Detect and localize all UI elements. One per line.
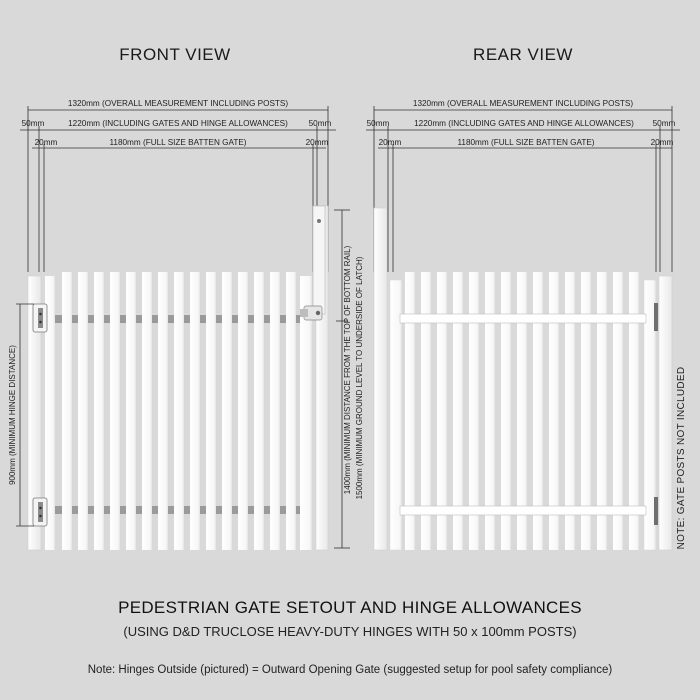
front-hinge-bottom	[33, 498, 47, 526]
rear-left-post	[374, 208, 387, 550]
front-battens	[45, 272, 312, 550]
rear-top-rail	[400, 314, 646, 323]
rear-bottom-rail	[400, 506, 646, 515]
setup-note: Note: Hinges Outside (pictured) = Outward Opening Gate (suggested setup for pool safety compliance)	[87, 664, 613, 676]
rear-view-title: REAR VIEW	[473, 45, 573, 64]
front-dim-post-left: 50mm	[21, 119, 45, 128]
rear-right-post	[659, 276, 672, 550]
front-dim-hinge-right: 20mm	[305, 138, 329, 147]
front-dim-hinge-distance-label: 900mm (MINIMUM HINGE DISTANCE)	[8, 345, 17, 485]
rear-hinge-bottom	[654, 497, 658, 525]
front-hinge-top	[33, 304, 47, 332]
front-dim-overall-label: 1320mm (OVERALL MEASUREMENT INCLUDING POSTS)	[67, 99, 289, 108]
front-view-title: FRONT VIEW	[119, 45, 231, 64]
rear-dim-post-right: 50mm	[652, 119, 676, 128]
rear-dim-batten-label: 1180mm (FULL SIZE BATTEN GATE)	[457, 138, 595, 147]
rear-dim-post-left: 50mm	[366, 119, 390, 128]
front-dim-gate-hinge-label: 1220mm (INCLUDING GATES AND HINGE ALLOWANCES)	[68, 119, 288, 128]
front-dim-hinge-left: 20mm	[34, 138, 58, 147]
front-dim-batten-label: 1180mm (FULL SIZE BATTEN GATE)	[109, 138, 247, 147]
front-dim-batten	[32, 138, 329, 272]
rear-dim-hinge-right: 20mm	[650, 138, 674, 147]
rear-hinge-top	[654, 303, 658, 331]
front-dim-post-right: 50mm	[308, 119, 332, 128]
sub-title: (USING D&D TRUCLOSE HEAVY-DUTY HINGES WITH 50 x 100mm POSTS)	[123, 624, 577, 639]
front-dim-ground-latch-label: 1500mm (MINIMUM GROUND LEVEL TO UNDERSIDE OF LATCH)	[355, 256, 364, 500]
rear-dim-hinge-left: 20mm	[378, 138, 402, 147]
rear-dim-gate-hinge-label: 1220mm (INCLUDING GATES AND HINGE ALLOWANCES)	[414, 119, 634, 128]
rear-side-note: NOTE: GATE POSTS NOT INCLUDED	[676, 366, 687, 550]
rear-view	[366, 45, 687, 550]
rear-dim-overall-label: 1320mm (OVERALL MEASUREMENT INCLUDING POSTS)	[412, 99, 634, 108]
main-title: PEDESTRIAN GATE SETOUT AND HINGE ALLOWANCES	[118, 598, 582, 617]
front-view	[8, 45, 364, 550]
rear-dim-batten	[378, 138, 674, 272]
front-dim-latch-heights	[334, 210, 364, 548]
front-dim-bottom-rail-label: 1400mm (MINIMUM DISTANCE FROM THE TOP OF BOTTOM RAIL)	[343, 245, 352, 495]
